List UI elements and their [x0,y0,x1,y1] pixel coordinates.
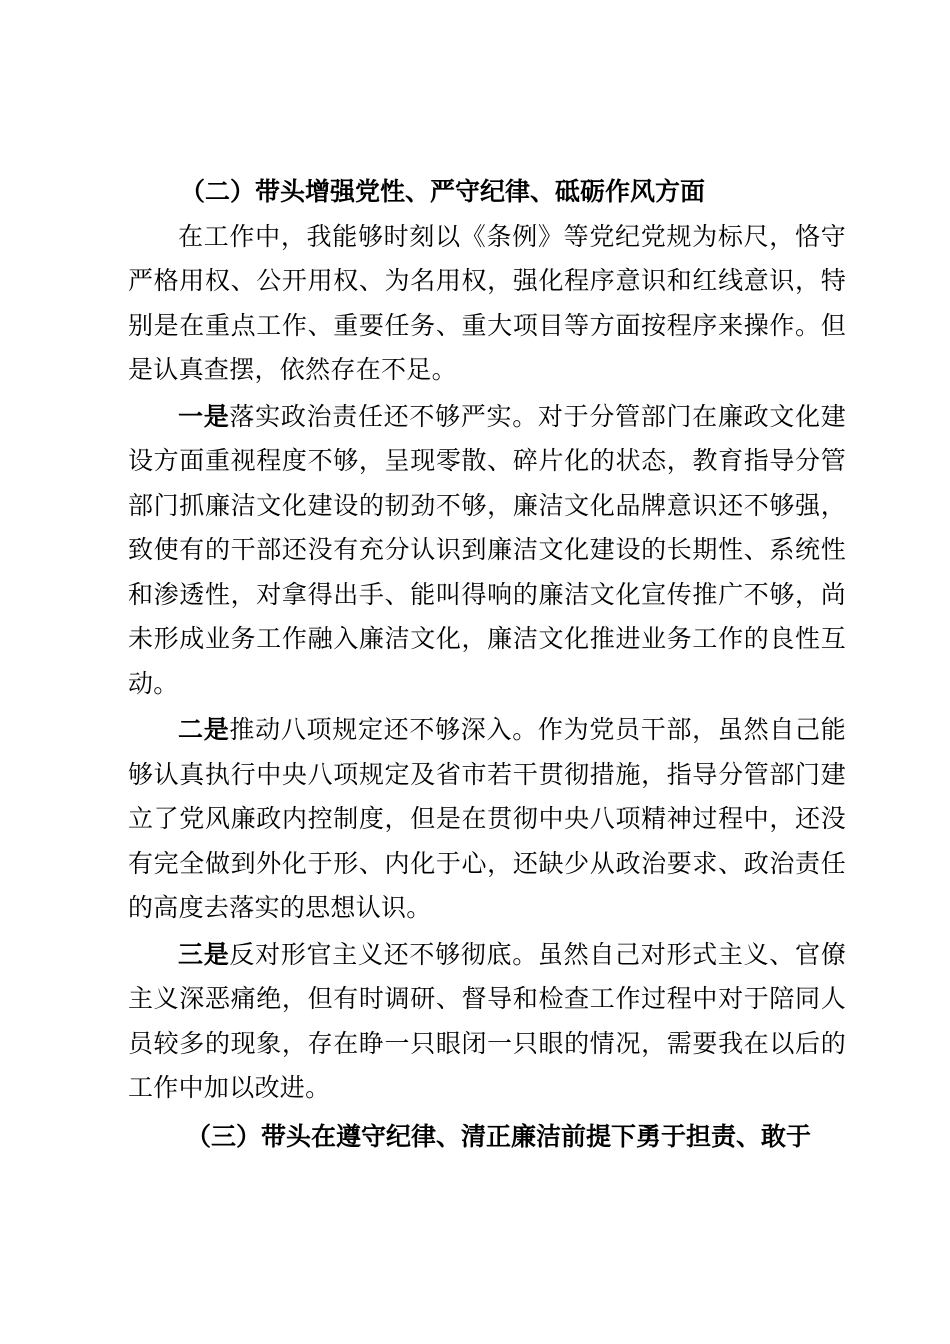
point-1-paragraph [128,395,846,707]
point-3-paragraph [128,933,846,1111]
section-3-heading: （三）带头在遵守纪律、清正廉洁前提下勇于担责、敢于 [186,1121,812,1151]
point-2-paragraph [128,708,846,931]
point-2-text: 推动八项规定还不够深入。作为党员干部，虽然自己能够认真执行中央八项规定及省市若干贯彻措施，指导分管部门建立了党风廉政内控制度，但是在贯彻中央八项精神过程中，还没有完全做到外化于形、内化于心，还缺少从政治要求、政治责任的高度去落实的思想认识。 [128,715,846,922]
point-1-text: 落实政治责任还不够严实。对于分管部门在廉政文化建设方面重视程度不够，呈现零散、碎片化的状态，教育指导分管部门抓廉洁文化建设的韧劲不够，廉洁文化品牌意识还不够强，致使有的干部还没有充分认识到廉洁文化建设的长期性、系统性和渗透性，对拿得出手、能叫得响的廉洁文化宣传推广不够，尚未形成业务工作融入廉洁文化，廉洁文化推进业务工作的良性互动。 [128,401,846,698]
intro-paragraph: 在工作中，我能够时刻以《条例》等党纪党规为标尺，恪守严格用权、公开用权、为名用权，强化程序意识和红线意识，特别是在重点工作、重要任务、重大项目等方面按程序来操作。但是认真查摆，依然存在不足。 [128,221,846,384]
section-2-heading: （二）带头增强党性、严守纪律、砥砺作风方面 [180,177,706,206]
document-body [128,170,846,1159]
point-2-lead: 二是 [178,715,230,744]
point-3-lead: 三是 [178,939,230,969]
point-1-lead: 一是 [178,401,230,431]
point-3-text: 反对形官主义还不够彻底。虽然自己对形式主义、官僚主义深恶痛绝，但有时调研、督导和检查工作过程中对于陪同人员较多的现象，存在睁一只眼闭一只眼的情况，需要我在以后的工作中加以改进。 [128,939,846,1102]
